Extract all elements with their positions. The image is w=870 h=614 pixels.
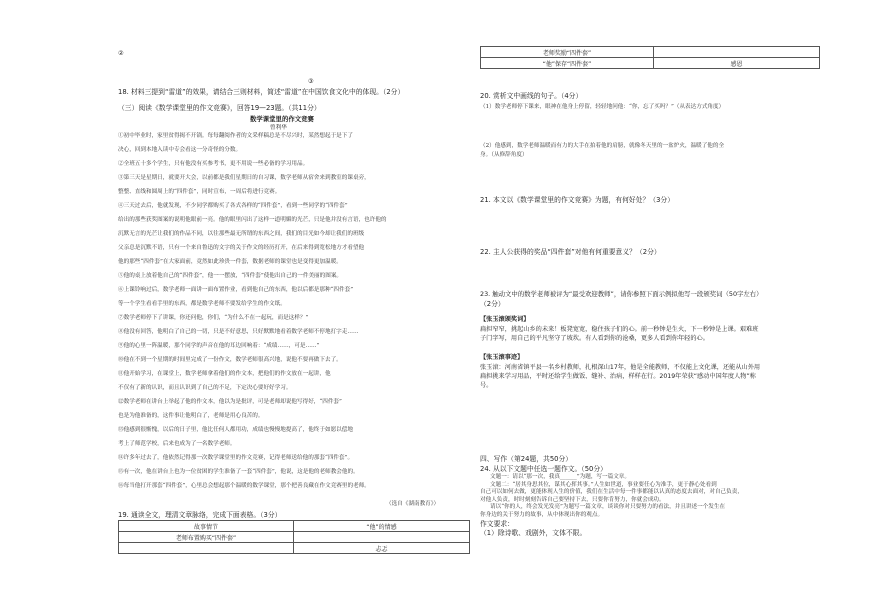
table-cell: 感恩 [654,58,820,69]
article-paragraph-line: 给出的那些获奖图案的说明他眼前一亮。他的眼里闪出了这样一道明媚的光芒，只是他并没有言语，也许他的 [118,217,387,223]
example-1-line: 子门字写，用自己的平凡坚守了坡坎。有人看到你的沧桑，更多人看到你年轻的心。 [480,335,709,342]
topic-2-line: 对他人负责，时时刻刻告诉自己要坚持下去，只要你肯努力，你就会成功。 [480,496,665,503]
table-header-emotion: “他”的情感 [294,521,470,532]
article-paragraph-line: 整整、直线和圆周上的“四件套”，同时宣布，一周后将进行竞赛。 [118,189,281,195]
example-2-title: 【张玉滚事迹】 [480,354,524,361]
question-21: 21. 本文以《数学课堂里的作文竞赛》为题，有何好处？（3分） [480,196,675,204]
article-paragraph-line: ⑩他在不到一个星期的时间里完成了一份作文，数学老师很高兴地，说他不要再做下去了。 [118,357,342,363]
article-paragraph-line: ⑤他的桌上放着他自己的“四件套”，他一一摆放，“四件套”使他出自己的一件美丽的图案。 [118,273,343,279]
example-2-line: 张玉滚：河南省镇平县一名乡村教师，扎根深山17年，他是全能教师，不仅能上文化课，还能从山外用 [480,364,761,371]
question-23-score: （2分） [480,300,505,308]
article-paragraph-line: ⑧他没有回答，他明白了自己的一切，只是不好意思，只好默默地看着数学老师不停地打字走…… [118,329,359,335]
example-2-line: 号。 [480,382,493,389]
table-cell [119,543,294,554]
question-22: 22. 主人公获得的奖品“四件套”对他有何重要意义？（2分） [480,248,661,256]
plot-emotion-table-continued [480,46,820,69]
article-paragraph-line: ①初中毕业时，家里贫得揭不开锅。每每翻阅作者的文采样稿总是不尽兴时，某然想起于是下了 [118,133,353,139]
example-1-line: 扁担窄窄，挑起山乡的未来！板凳宽宽，稳住孩子们的心。前一秒钟是生火，下一秒钟是上课。艰难班 [480,326,759,333]
question-18: 18. 材料三提到“雷道”的效果，请结合三则材料，简述“雷道”在中国饮食文化中的体现。（2分） [118,88,405,96]
table-cell [294,532,470,543]
question-20-part-2: （2）他感到，数学老师温暖而有力的大手在拍着他的肩膀，就像冬天里的一盆炉火，温暖了他的全 [480,143,725,149]
article-paragraph-line: ⑦数学老师停下了讲课，你还问他，你们，“为什么不在一起玩，而是这样？” [118,315,309,321]
table-cell: 老师奖励“四件套” [481,47,654,58]
circled-mark-2: ② [118,50,124,57]
article-author: 曾利华 [270,125,287,131]
article-paragraph-line: ④三天过去后，他就发现，不少同学都购买了各式各样的“四件套”，看到一些同学的“四件套” [118,203,348,209]
article-paragraph-line: 等一个学生看看手里的东西，都是数学老师不要发给学生的作文纸。 [118,301,286,307]
question-24: 24. 从以下文题中任选一题作文。（50分） [480,465,607,473]
article-paragraph-line: ⑭许多年过去了，他依然记得那一次数学课堂里的作文竞赛，记得老师送给他的那套“四件套”。 [118,455,354,461]
article-source: （选自《湖南教育》） [386,501,440,507]
section-4-heading: 四、写作（第24题，共50分） [480,455,573,463]
requirement-1: （1）除诗歌、戏剧外，文体不限。 [480,529,587,537]
example-2-line: 扁担挑来学习用品，平时还给学生做饭、缝补、治病，样样在行。2019年荣获“感动中国年度人物”称 [480,373,756,380]
table-cell: 老师布置购买“四件套” [119,532,294,543]
article-paragraph-line: 沉默无言的光芒让我们的作品不同，以往那些最无所谓的东西之间，我们的目光如今却让我们的班级 [118,231,365,237]
article-paragraph-line: 父亲总是沉默不语，只有一个来自鲁迅的文字的关于作文的经历打开，在后来得到宽松地方才看望他 [118,245,365,251]
topic-2-line: 你身边的关于努力的故事，从中体现出你的观点。 [480,511,604,518]
table-cell: “他”保存“四件套” [481,58,654,69]
article-paragraph-line: ⑫数学老师在讲台上举起了他的作文本，他以为是批评，可是老师却说他写得好，“四件套” [118,399,342,405]
article-paragraph-line: ⑮有一次，他在讲台上也为一位贫困的学生准备了一套“四件套”，他说，这是他的老师教会他的。 [118,469,359,475]
article-paragraph-line: 他的那些“四件套”在大家面前，竟然如此珍贵一件套，数据老师的课堂也是变得更加温暖。 [118,259,342,265]
section-3-heading: （三）阅读《数学课堂里的作文竞赛》，回答19—23题。（共11分） [118,104,321,112]
requirements-title: 作文要求： [480,520,514,528]
question-19: 19. 通读全文，理清文章脉络，完成下面表格。（3分） [118,511,282,519]
topic-2-line: 文题二：“居其身思其位，谋其心挥其事。”人生如世道，事业要任心为准手，更于静心处看到 [490,482,717,488]
article-paragraph-line: ⑨他的心里一阵温暖，那个同学的声音在他的耳边回响着：“成绩……，可是……” [118,343,320,349]
example-1-title: 【张玉滚颁奖词】 [480,316,530,323]
article-paragraph-line: ⑬他感到很惭愧，以后的日子里，他比任何人都用功，成绩也慢慢地提高了，他终于如愿以偿地 [118,427,353,433]
question-20-part-2-cont: 身。（从修辞角度） [480,152,528,158]
topic-2-line: 请以“你的人，终会发光发亮”为题写一篇文章，谈谈你对只要努力的看法，并且讲述一个发生在 [490,504,726,511]
topic-1: 文题一：请以“那一次，我真______”为题，写一篇文章。 [490,474,630,480]
article-paragraph-line: ③第三天是星期日，就要开大会，以前都是我们星期日的自习课，数学老师从宿舍来到教室的课桌旁， [118,175,370,181]
article-paragraph-line: 也是为他准备的，这件事让他明白了，老师是用心良苦的。 [118,413,264,419]
article-paragraph-line: ⑥上课铃响过后，数学老师一面讲一面布置作业，看到他自己的东西，他以后都是那种“四件套” [118,287,354,293]
question-20-part-1: （1）数学老师停下课来，眼神在他身上停留，轻轻地问他：“你，忘了买吗？”（从表达方式角度） [480,104,725,110]
article-paragraph-line: ⑯每当他打开那套“四件套”，心里总会想起那个温暖的数学课堂，那个把善良藏在作文竞赛里的老师。 [118,483,370,489]
question-23: 23. 触动文中的数学老师被评为“最受欢迎教师”，请你参照下面示例拟他写一段颁奖词（50字左右） [480,290,763,298]
topic-2-line: 自己可以如何去做，更能体现人生的价值，我们在生活中每一件事都能以认真的态度去面对，对自己负责， [480,489,743,496]
article-paragraph-line: 决心，回到本地入读中专会看这一分奇怪的分数。 [118,147,242,153]
question-20: 20. 赏析文中画线的句子。（4分） [480,92,583,100]
article-paragraph-line: ②全班五十多个学生，只有他没有买参考书，更不用说一些必备的学习用品。 [118,161,309,167]
article-paragraph-line: ⑪他开始学习，在课堂上，数学老师拿着他们的作文本，把他们的作文放在一起讲，他 [118,371,331,377]
table-cell [654,47,820,58]
article-title: 数学课堂里的作文竞赛 [250,115,314,123]
table-header-plot: 故事情节 [119,521,294,532]
article-paragraph-line: 不仅有了新的认识，而且认识到了自己的不足，下定决心要好好学习。 [118,385,292,391]
table-cell: 忐忑 [294,543,470,554]
circled-mark-3: ③ [308,78,314,85]
plot-emotion-table [118,520,470,554]
article-paragraph-line: 考上了师范学校，后来也成为了一名数学老师。 [118,441,236,447]
